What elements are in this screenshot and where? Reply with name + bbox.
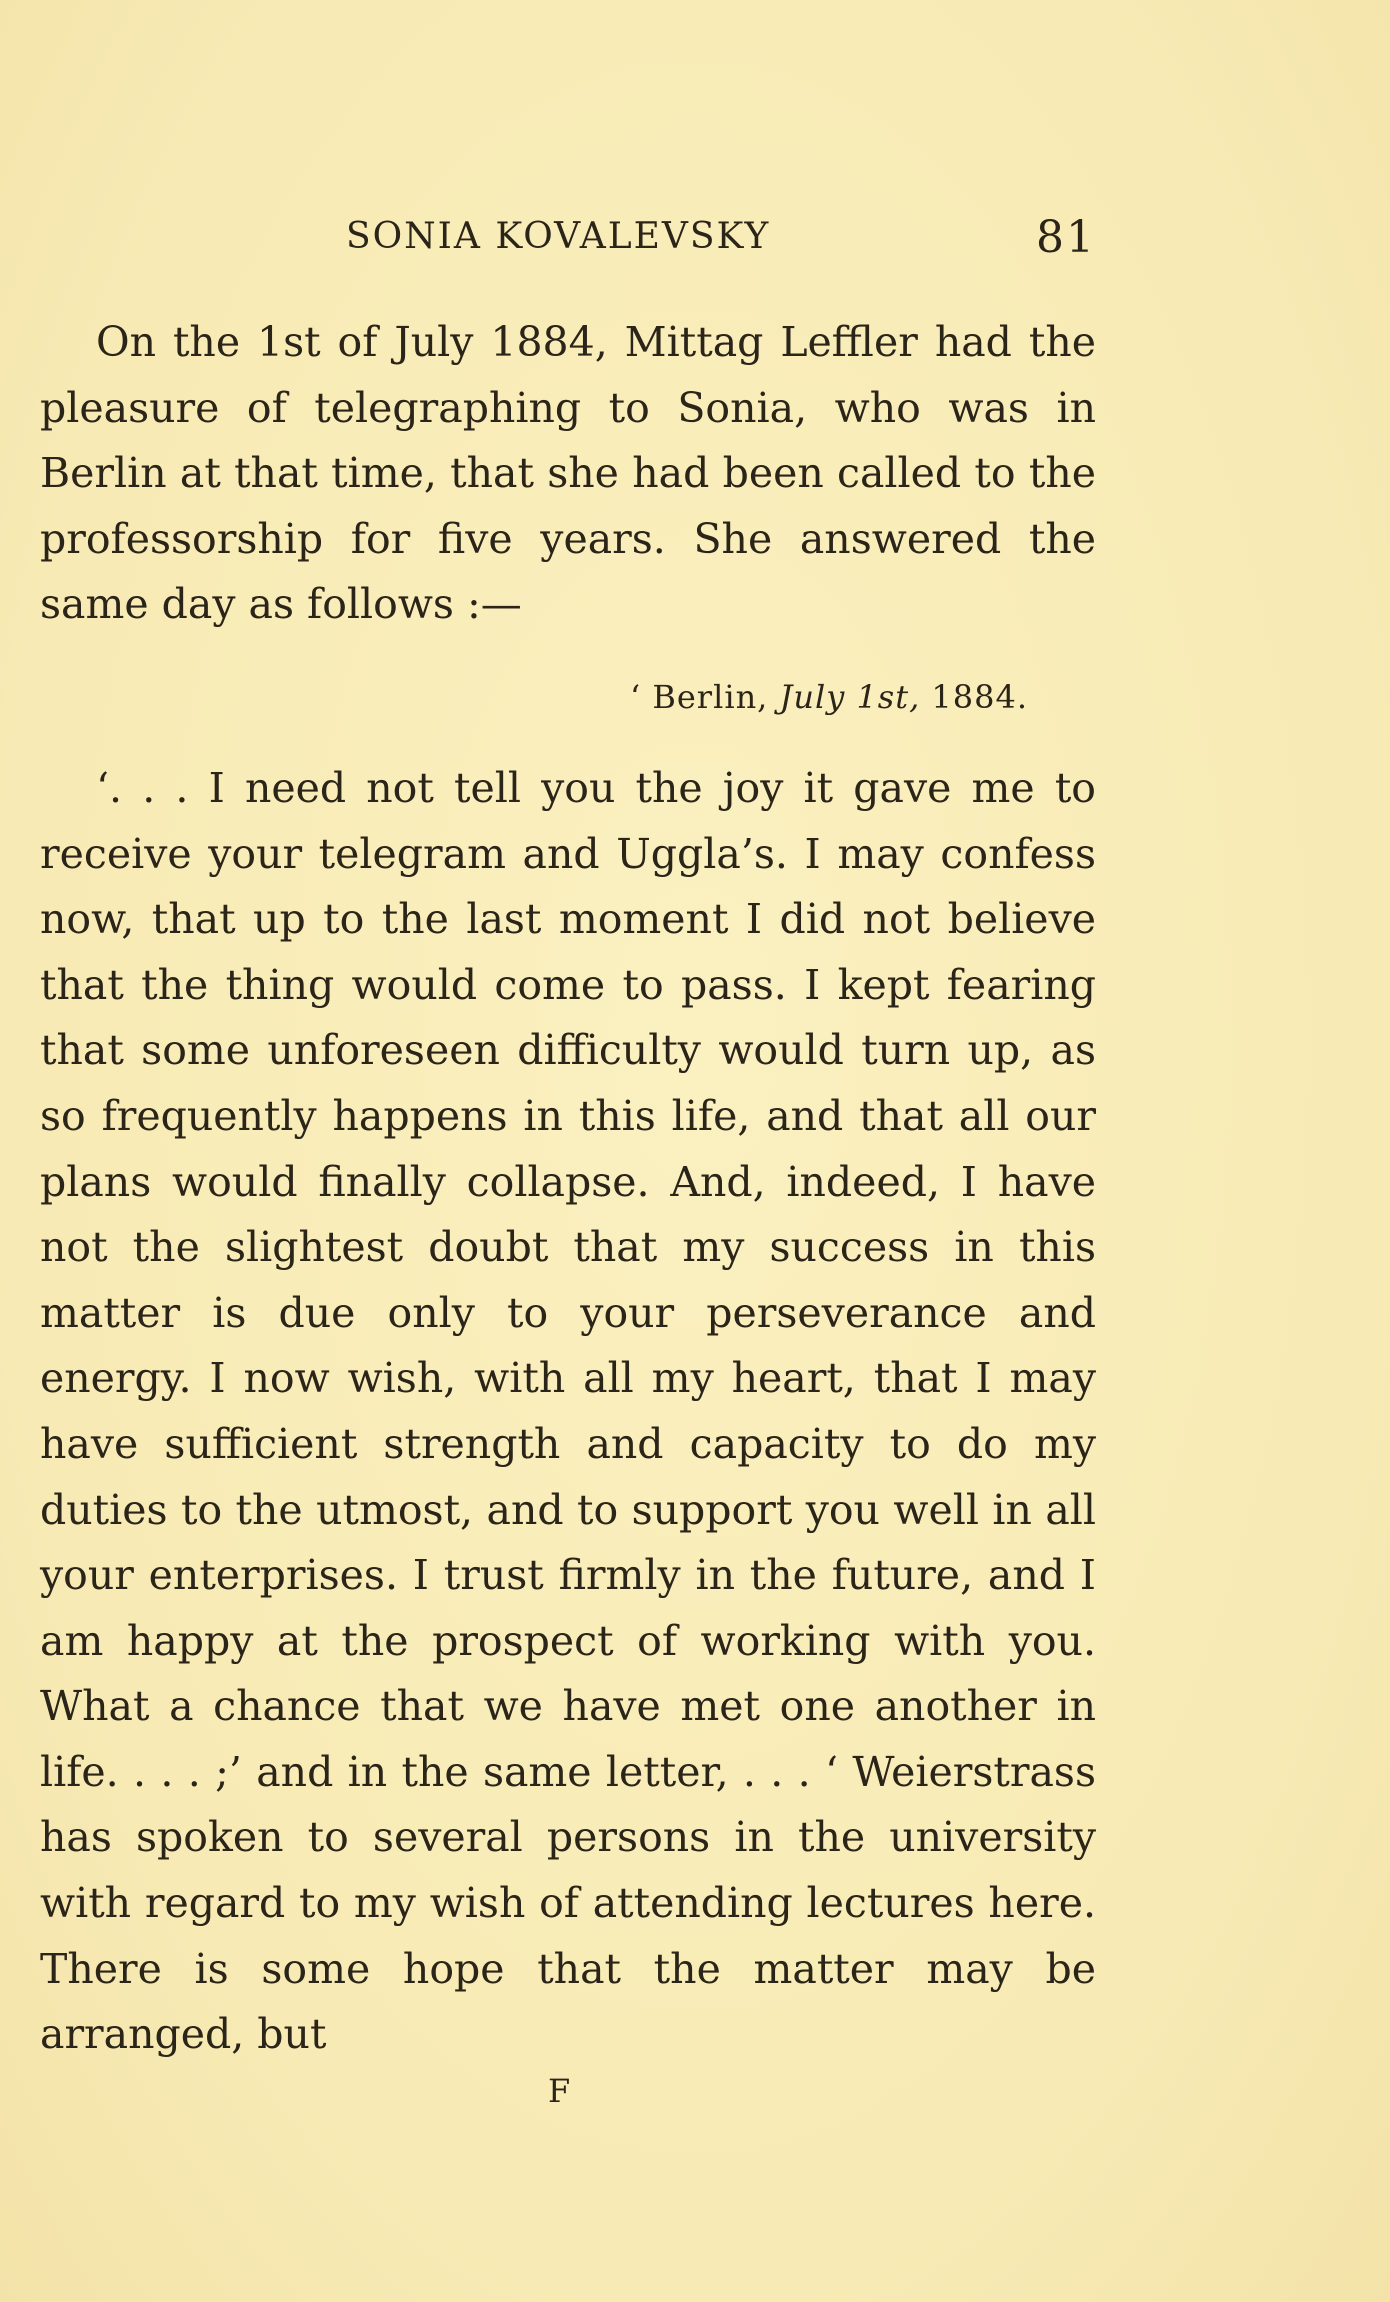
running-head: SONIA KOVALEVSKY [346,216,771,257]
dateline-day: July 1st, [779,677,921,716]
dateline-place: ‘ Berlin, [630,677,769,716]
page-header [40,212,1096,272]
body-text [40,310,1096,2068]
page-number: 81 [1036,212,1096,263]
paragraph-intro: On the 1st of July 1884, Mittag Leffler had the pleasure of telegraphing to Sonia, who was in Berlin at that time, that she had been called to the professorship for five years. She answered the same day as follows :— [40,318,1096,629]
signature-mark: F [548,2072,571,2110]
letter-dateline [40,638,1096,756]
dateline-year: 1884. [931,677,1029,716]
paragraph-letter: ‘. . . I need not tell you the joy it gave me to receive your telegram and Uggla’s. I may confess now, that up to the last moment I did not believe that the thing would come to pass. I kept fearing that some unforeseen difficulty would turn up, as so frequently happens in this life, and that all our plans would finally collapse. And, indeed, I have not the slightest doubt that my success in this matter is due only to your perseverance and energy. I now wish, with all my heart, that I may have sufficient strength and capacity to do my duties to the utmost, and to support you well in all your enterprises. I trust firmly in the future, and I am happy at the prospect of working with you. What a chance that we have met one another in life. . . . ;’ and in the same letter, . . . ‘ Weierstrass has spoken to several persons in the university with regard to my wish of attending lectures here. There is some hope that the matter may be arranged, but [40,763,1096,2059]
